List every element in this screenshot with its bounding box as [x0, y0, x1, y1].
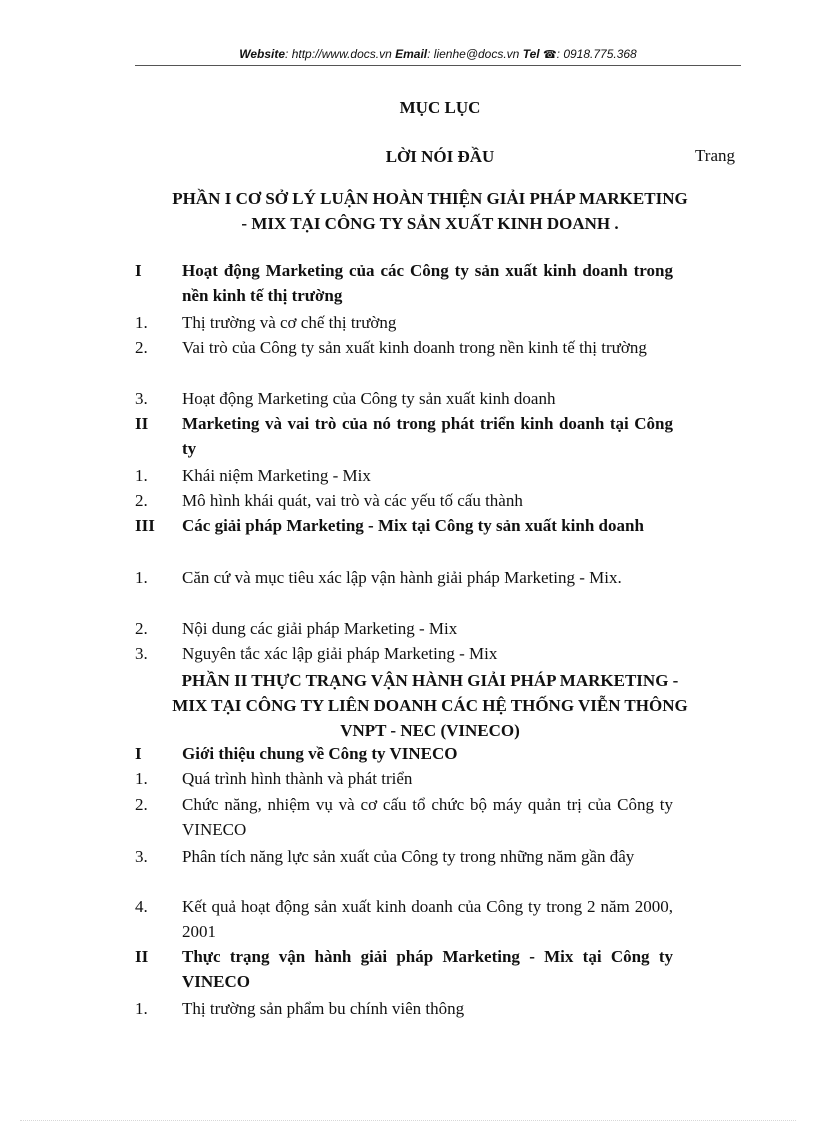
toc-entry-text: Phân tích năng lực sản xuất của Công ty trong những năm gần đây [182, 847, 635, 866]
toc-entry-text: Nguyên tắc xác lập giải pháp Marketing - Mix [182, 644, 498, 663]
toc-entry-text: Khái niệm Marketing - Mix [182, 466, 371, 485]
toc-entry-text: Hoạt động Marketing của các Công ty sản xuất kinh doanh trong nền kinh tế thị trường [182, 261, 673, 305]
toc-entry-number: 1. [135, 999, 148, 1018]
toc-entry-text: Quá trình hình thành và phát triển [182, 769, 413, 788]
toc-entry-number: I [135, 261, 142, 280]
part2-title: PHẦN II THỰC TRẠNG VẬN HÀNH GIẢI PHÁP MARKETING - MIX TẠI CÔNG TY LIÊN DOANH CÁC HỆ THỐNG VIỄN THÔNG VNPT - NEC (VINECO) [172, 671, 688, 740]
toc-entry-text: Thị trường sản phẩm bu chính viên thông [182, 999, 465, 1018]
toc-entry-number: 1. [135, 466, 148, 485]
toc-entry-number: 1. [135, 313, 148, 332]
tel-value: : 0918.775.368 [556, 47, 637, 61]
toc-entry-number: 3. [135, 644, 148, 663]
toc-entry-number: II [135, 947, 149, 966]
page-title: MỤC LỤC [399, 98, 481, 117]
toc-entry-number: I [135, 744, 142, 763]
website-value[interactable]: : http://www.docs.vn [285, 47, 392, 61]
toc-entry-text: Căn cứ và mục tiêu xác lập vận hành giải pháp Marketing - Mix. [182, 568, 622, 587]
page-column-label: Trang [695, 146, 735, 165]
phone-icon: ☎ [542, 49, 557, 61]
toc-entry-text: Giới thiệu chung về Công ty VINECO [182, 744, 458, 763]
toc-entry-text: Vai trò của Công ty sản xuất kinh doanh trong nền kinh tế thị trường [182, 338, 647, 357]
toc-entry-number: 4. [135, 897, 148, 916]
toc-entry-text: Nội dung các giải pháp Marketing - Mix [182, 619, 458, 638]
toc-entry-number: 3. [135, 847, 148, 866]
toc-entry-text: Mô hình khái quát, vai trò và các yếu tố cấu thành [182, 491, 523, 510]
toc-entry-number: 2. [135, 795, 148, 814]
toc-entry-number: 1. [135, 568, 148, 587]
toc-entry-number: 3. [135, 389, 148, 408]
part1-title: PHẦN I CƠ SỞ LÝ LUẬN HOÀN THIỆN GIẢI PHÁP MARKETING - MIX TẠI CÔNG TY SẢN XUẤT KINH DOANH . [172, 189, 688, 233]
toc-entry-text: Thực trạng vận hành giải pháp Marketing - Mix tại Công ty VINECO [182, 947, 673, 991]
toc-entry-text: Hoạt động Marketing của Công ty sản xuất kinh doanh [182, 389, 556, 408]
toc-entry-number: 2. [135, 338, 148, 357]
toc-entry-number: 2. [135, 619, 148, 638]
header-divider [135, 65, 741, 66]
toc-entry-text: Kết quả hoạt động sản xuất kinh doanh của Công ty trong 2 năm 2000, 2001 [182, 897, 673, 941]
website-label: Website [239, 47, 286, 61]
toc-entry-text: Thị trường và cơ chế thị trường [182, 313, 397, 332]
page-header [135, 44, 741, 64]
email-label: Email [395, 47, 428, 61]
email-value[interactable]: : lienhe@docs.vn [427, 47, 520, 61]
toc-entry-number: III [135, 516, 155, 535]
toc-entry-text: Marketing và vai trò của nó trong phát triển kinh doanh tại Công ty [182, 414, 673, 458]
toc-entry-text: Chức năng, nhiệm vụ và cơ cấu tổ chức bộ máy quản trị của Công ty VINECO [182, 795, 673, 839]
preface-heading: LỜI NÓI ĐẦU [385, 147, 495, 166]
toc-entry-number: 2. [135, 491, 148, 510]
toc-entry-text: Các giải pháp Marketing - Mix tại Công ty sản xuất kinh doanh [182, 516, 644, 535]
toc-entry-number: 1. [135, 769, 148, 788]
footer-divider [20, 1120, 796, 1121]
tel-label: Tel [522, 47, 540, 61]
toc-entry-number: II [135, 414, 149, 433]
